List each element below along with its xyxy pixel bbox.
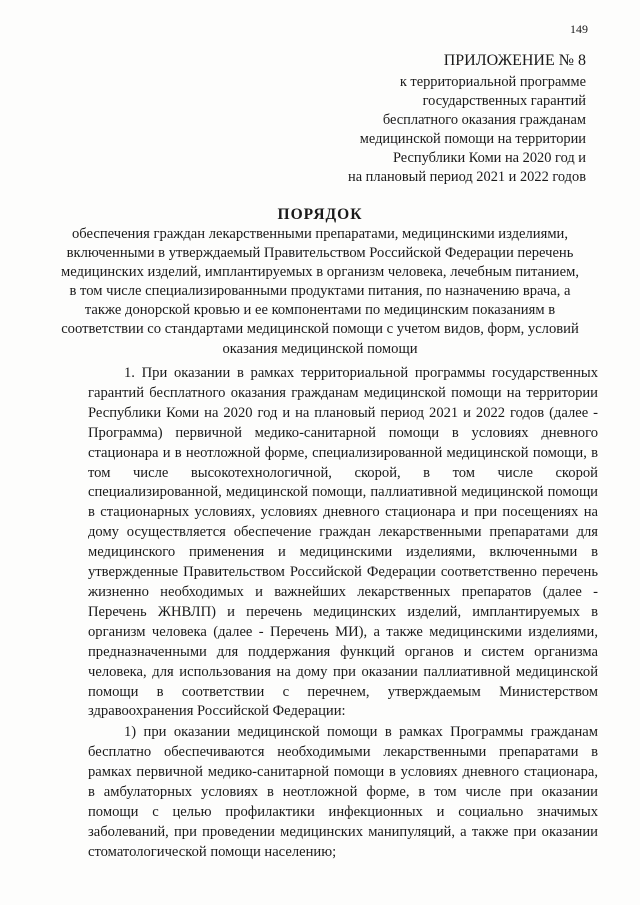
- appendix-line: Республики Коми на 2020 год и: [392, 150, 586, 166]
- paragraph-1-1: 1) при оказании медицинской помощи в рамках Программы гражданам бесплатно обеспечиваются необходимыми лекарственными препаратами в рамках первичной медико-санитарной помощи в условиях дневного стационара, в амбулаторных условиях в неотложной форме, в том числе при оказании помощи с целью профилактики инфекционных и социально значимых заболеваний, при проведении медицинских манипуляций, а также при оказании стоматологической помощи населению;: [88, 724, 598, 860]
- appendix-line: государственных гарантий: [422, 93, 586, 109]
- document-subtitle: обеспечения граждан лекарственными препаратами, медицинскими изделиями, включенными в утверждаемый Правительством Российской Федерации перечень медицинских изделий, имплантируемых в организм человека, лечебным питанием, в том числе специализированными продуктами питания, по назначению врача, а также донорской кровью и ее компонентами по медицинским показаниям в соответствии со стандартами медицинской помощи с учетом видов, форм, условий оказания медицинской помощи: [61, 226, 579, 357]
- paragraph-1: 1. При оказании в рамках территориальной программы государственных гарантий бесплатного оказания гражданам медицинской помощи на территории Республики Коми на 2020 год и на плановый период 2021 и 2022 годов (далее - Программа) первичной медико-санитарной помощи в условиях дневного стационара и в неотложной форме, специализированной медицинской помощи, в том числе высокотехнологичной, скорой, в том числе скорой специализированной, медицинской помощи, паллиативной медицинской помощи в стационарных условиях, условиях дневного стационара и при посещениях на дому осуществляется обеспечение граждан лекарственными препаратами для медицинского применения и медицинскими изделиями, включенными в утвержденные Правительством Российской Федерации соответственно перечень жизненно необходимых и важнейших лекарственных препаратов (далее - Перечень ЖНВЛП) и перечень медицинских изделий, имплантируемых в организм человека (далее - Перечень МИ), а также медицинскими изделиями, предназначенными для поддержания функций органов и систем организма человека, для использования на дому при оказании паллиативной медицинской помощи в соответствии с перечнем, утверждаемым Министерством здравоохранения Российской Федерации:: [88, 365, 598, 720]
- document-body: [88, 364, 598, 863]
- document-title-block: [60, 205, 580, 359]
- appendix-header: [348, 50, 586, 187]
- document-title: ПОРЯДОК: [277, 206, 363, 223]
- appendix-line: медицинской помощи на территории: [359, 131, 586, 147]
- appendix-line: бесплатного оказания гражданам: [382, 112, 586, 128]
- appendix-title: ПРИЛОЖЕНИЕ № 8: [443, 52, 586, 69]
- page-number: 149: [570, 22, 588, 36]
- appendix-line: к территориальной программе: [399, 74, 586, 90]
- appendix-line: на плановый период 2021 и 2022 годов: [348, 169, 586, 185]
